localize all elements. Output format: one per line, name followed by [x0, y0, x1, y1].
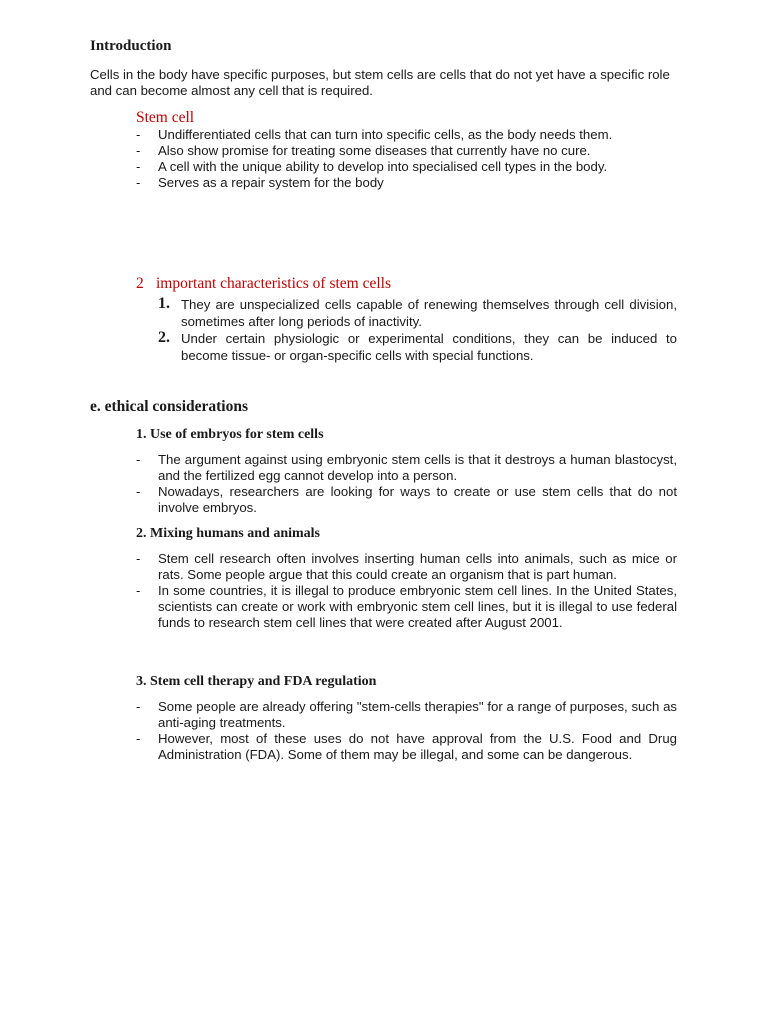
characteristics-list	[158, 296, 677, 364]
ethics-mixing-list	[136, 551, 677, 631]
item-number: 1.	[158, 295, 170, 312]
list-item	[136, 175, 677, 191]
introduction-heading: Introduction	[90, 38, 172, 54]
list-item	[136, 583, 677, 631]
ethics-embryos-list	[136, 452, 677, 516]
dash-bullet: -	[136, 731, 141, 746]
dash-bullet: -	[136, 583, 141, 598]
ethical-considerations-heading: e. ethical considerations	[90, 398, 248, 415]
ethics-subheading-mixing: 2. Mixing humans and animals	[136, 526, 320, 541]
list-item-text: They are unspecialized cells capable of renewing themselves through cell division, sometimes after long periods of inactivity.	[181, 297, 677, 329]
dash-bullet: -	[136, 452, 141, 467]
list-item	[136, 551, 677, 583]
introduction-paragraph: Cells in the body have specific purposes, but stem cells are cells that do not yet have a specific role and can become almost any cell that is required.	[90, 67, 670, 98]
characteristics-title: important characteristics of stem cells	[156, 275, 391, 292]
list-item	[136, 699, 677, 731]
list-item	[136, 159, 677, 175]
list-item-text: Nowadays, researchers are looking for ways to create or use stem cells that do not involve embryos.	[158, 484, 677, 515]
list-item-text: Under certain physiologic or experimental conditions, they can be induced to become tissue- or organ-specific cells with special functions.	[181, 331, 677, 363]
list-item-text: Undifferentiated cells that can turn into specific cells, as the body needs them.	[158, 127, 613, 142]
dash-bullet: -	[136, 159, 141, 174]
stem-cell-list	[136, 127, 677, 191]
list-item-text: Stem cell research often involves inserting human cells into animals, such as mice or rats. Some people argue that this could create an organism that is part human.	[158, 551, 677, 582]
ethics-subheading-embryos: 1. Use of embryos for stem cells	[136, 427, 324, 442]
list-item	[136, 484, 677, 516]
list-item-text: Also show promise for treating some diseases that currently have no cure.	[158, 143, 591, 158]
dash-bullet: -	[136, 484, 141, 499]
list-item	[158, 330, 677, 364]
characteristics-heading	[136, 275, 391, 293]
list-item-text: In some countries, it is illegal to produce embryonic stem cell lines. In the United States, scientists can create or work with embryonic stem cell lines, but it is illegal to use federal funds to research stem cell lines that were created after August 2001.	[158, 583, 677, 630]
list-item	[158, 296, 677, 330]
dash-bullet: -	[136, 699, 141, 714]
list-item-text: Some people are already offering "stem-cells therapies" for a range of purposes, such as anti-aging treatments.	[158, 699, 677, 730]
dash-bullet: -	[136, 143, 141, 158]
dash-bullet: -	[136, 551, 141, 566]
list-item-text: Serves as a repair system for the body	[158, 175, 384, 190]
list-item-text: However, most of these uses do not have approval from the U.S. Food and Drug Administration (FDA). Some of them may be illegal, and some can be dangerous.	[158, 731, 677, 762]
list-item-text: The argument against using embryonic stem cells is that it destroys a human blastocyst, and the fertilized egg cannot develop into a person.	[158, 452, 677, 483]
list-item	[136, 143, 677, 159]
list-item-text: A cell with the unique ability to develop into specialised cell types in the body.	[158, 159, 608, 174]
list-item	[136, 127, 677, 143]
ethics-fda-list	[136, 699, 677, 763]
list-item	[136, 731, 677, 763]
characteristics-number: 2	[136, 275, 144, 292]
dash-bullet: -	[136, 175, 141, 190]
ethics-subheading-fda: 3. Stem cell therapy and FDA regulation	[136, 674, 377, 689]
list-item	[136, 452, 677, 484]
stem-cell-heading: Stem cell	[136, 109, 195, 126]
dash-bullet: -	[136, 127, 141, 142]
item-number: 2.	[158, 329, 170, 346]
